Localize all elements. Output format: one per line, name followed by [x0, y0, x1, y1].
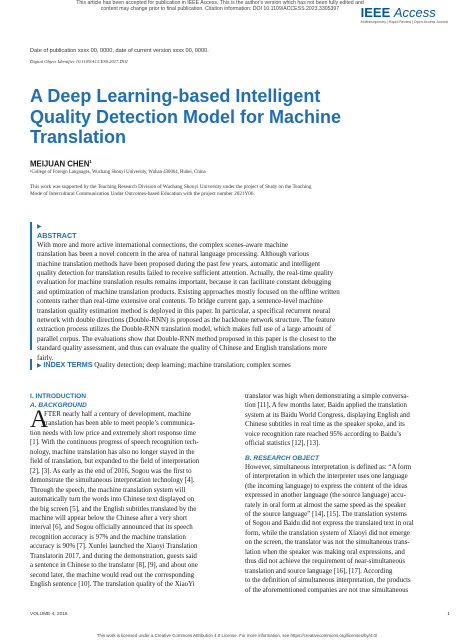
- index-terms-text: Quality detection; deep learning; machine translation; complex scenes: [92, 361, 291, 369]
- author-text: MEIJUAN CHEN: [30, 159, 90, 169]
- logo-italic: Access: [393, 5, 436, 20]
- body-line: of the source language” [14], [15]. The translation systems: [245, 510, 407, 518]
- abstract-line: evaluation for machine translation results remains important, because it can facilitate constant debugging: [37, 278, 332, 287]
- body-line: automatically turn the words into Chinese text displayed on: [30, 496, 195, 504]
- abstract-line: parallel corpus. The evaluations show that Double-RNN method proposed in this paper is the closest to the: [37, 334, 337, 343]
- article-meta: [30, 48, 450, 65]
- notice-line-1: This article has been accepted for publication in IEEE Access. This is the author's version which has not been fully edited and: [76, 0, 364, 6]
- body-line: Chinese subtitles in real time as the speaker spoke, and its: [245, 421, 405, 429]
- body-line: demonstrate the simultaneous interpretation technology [4].: [30, 477, 195, 485]
- body-line: of Sogou and Baidu did not express the translated text in oral: [245, 520, 414, 528]
- notice-line-2: content may change prior to final publication. Citation information: DOI 10.1109/ACCESS.2023.3305397: [100, 6, 340, 13]
- abstract-line: translation quality estimation method is deployed in this paper. In particular, a specifical recurrent neural: [37, 306, 331, 315]
- body-line: the big screen [5], and the English subtitles translated by the: [30, 505, 197, 513]
- body-line: Through the speech, the machine translation system will: [30, 486, 186, 494]
- body-line: accuracy is 90% [7]. Xunfei launched the Xiaoyi Translation: [30, 543, 198, 551]
- index-terms: [37, 360, 450, 369]
- page-number: 1: [447, 612, 450, 617]
- volume-label: VOLUME 4, 2016: [30, 612, 68, 617]
- body-line: official statistics [12], [13].: [245, 440, 321, 448]
- logo-bold: IEEE: [360, 5, 391, 20]
- abstract-line: quality detection for translation results failed to receive sufficient attention. Actually, the real-time quality: [37, 269, 334, 278]
- body-line: English sentence [10]. The translation quality of the XiaoYi: [30, 581, 195, 589]
- abstract-line: machine translation methods have been proposed during the past few years, automatic and intelligent: [37, 259, 321, 268]
- body-line: However, simultaneous interpretation is defined as: “A form: [245, 463, 412, 471]
- left-column: [30, 392, 226, 590]
- abstract-heading: ABSTRACT: [37, 231, 77, 241]
- body-line: FTER nearly half a century of development, machine: [44, 411, 191, 418]
- body-line: translation and source language [16], [17]. According: [245, 567, 393, 575]
- publication-dates: Date of publication xxxx 00, 0000, date of current version xxxx 00, 0000.: [30, 48, 209, 54]
- body-line: form, while the translation system of Xiaoyi did not emerge: [245, 529, 410, 537]
- abstract-line: standard quality assessment, and thus can evaluate the quality of Chinese and English translations more: [37, 344, 327, 353]
- top-banner: [0, 0, 474, 22]
- index-side-bar: [30, 359, 32, 370]
- abstract-line: network with double directions (Double-RNN) is proposed as the backbone network structure. The feature: [37, 316, 336, 325]
- body-line: tion [11]. A few months later, Baidu applied the translation: [245, 402, 407, 410]
- license-notice: This work is licensed under a Creative Commons Attribution 4.0 License. For more information, see https://creativecommons.org/licenses/by/4.0/: [96, 633, 378, 638]
- body-line: of interpretation in which the interpreter uses one language: [245, 473, 408, 481]
- body-line: machine will appear below the Chinese after a very short: [30, 514, 188, 522]
- body-line: interval [6], and Sogou officially announced that its speech: [30, 524, 193, 532]
- body-line: [1]. With the continuous progress of speech recognition tech-: [30, 439, 199, 447]
- abstract-first-text: With more and more active international connections, the complex scenes-aware machine: [37, 240, 289, 249]
- dropcap-letter: A: [30, 406, 49, 433]
- author-name: [30, 159, 92, 169]
- publication-notice: [70, 0, 370, 13]
- section-heading: I. INTRODUCTION: [30, 393, 87, 400]
- index-terms-heading: INDEX TERMS: [43, 360, 93, 369]
- right-column: [245, 392, 450, 595]
- funding-line: Mode of Intercultural Communication Under Outcomes-based Education with the project number 2021Y06.: [30, 191, 255, 197]
- title-line: A Deep Learning-based Intelligent: [30, 86, 321, 106]
- body-line: of the aforementioned companies are not true simultaneous: [245, 586, 409, 594]
- body-line: Translatorin 2017, and during the demonstration, guests said: [30, 552, 197, 560]
- body-line: recognition accuracy is 97% and the machine translation: [30, 533, 186, 541]
- affiliation: ¹College of Foreign Languages, Wuchang Shouyi University, Wuhan 430064, Hubei, China: [30, 170, 206, 175]
- body-line: system at its Baidu World Congress, displaying English and: [245, 411, 410, 419]
- body-line: second later, the machine would read out the corresponding: [30, 571, 195, 579]
- body-line: a sentence in Chinese to the translator [8], [9], and about one: [30, 562, 198, 570]
- doi: Digital Object Identifier 10.1109/ACCESS.2017.DOI: [30, 59, 128, 64]
- body-line: translation has been able to meet people’s communica-: [44, 420, 195, 428]
- body-line: lation when the speaker was making oral expressions, and: [245, 548, 405, 556]
- abstract: [37, 222, 450, 363]
- abstract-line: translation has been a novel concern in the area of natural language processing. Although various: [37, 250, 309, 259]
- body-line: nology, machine translation has also no longer stayed in the: [30, 448, 195, 456]
- subsection-heading: A. BACKGROUND: [30, 402, 87, 409]
- body-line: rately in oral form at almost the same speed as the speaker: [245, 501, 406, 509]
- abstract-line: fairly.: [37, 353, 54, 362]
- body-line: on the screen, the translator was not the simultaneous trans-: [245, 539, 410, 547]
- abstract-line: extraction process utilizes the Double-RNN translation model, which makes full use of a large amount of: [37, 325, 332, 334]
- author-sup: 1: [89, 159, 92, 164]
- funding-note: [30, 184, 450, 198]
- body-line: field of translation, but expanded to the field of interpretation: [30, 458, 200, 466]
- body-line: voice recognition rate reached 95% according to Baidu’s: [245, 430, 402, 438]
- body-line: (the incoming language) to express the content of the ideas: [245, 482, 408, 490]
- body-line: translator was high when demonstrating a simple conversa-: [245, 393, 409, 400]
- body-line: thus did not achieve the requirement of near-simultaneous: [245, 558, 406, 566]
- body-line: tion needs with low price and extremely short response time: [30, 429, 196, 437]
- abstract-line: contents rather than real-time extensive oral contents. To bridge current gap, a sentence-level machine: [37, 297, 323, 306]
- paper-title: [30, 86, 450, 148]
- funding-line: This work was supported by the Teaching Research Division of Wuchang Shouyi University under the project of Study on the Teaching: [30, 184, 312, 190]
- triangle-right-icon: ▶: [37, 223, 42, 230]
- logo-tagline: Multidisciplinary | Rapid Review | Open Access Journal: [360, 20, 448, 24]
- subsection-heading: B. RESEARCH OBJECT: [245, 454, 320, 462]
- body-line: expressed in another language (the source language) accu-: [245, 492, 406, 500]
- ieee-access-logo: [361, 6, 448, 24]
- title-line: Quality Detection Model for Machine: [30, 106, 342, 127]
- body-line: to the definition of simultaneous interpretation, the products: [245, 577, 411, 585]
- abstract-side-bar: [30, 222, 32, 350]
- title-line: Translation: [30, 127, 127, 147]
- abstract-line: and optimization of machine translation products. Existing approaches mostly focused on the offline written: [37, 287, 340, 296]
- abstract-first-line: [37, 222, 450, 250]
- triangle-right-icon: ▶: [37, 362, 42, 369]
- body-line: [2], [3]. As early as the end of 2016, Sogou was the first to: [30, 467, 192, 475]
